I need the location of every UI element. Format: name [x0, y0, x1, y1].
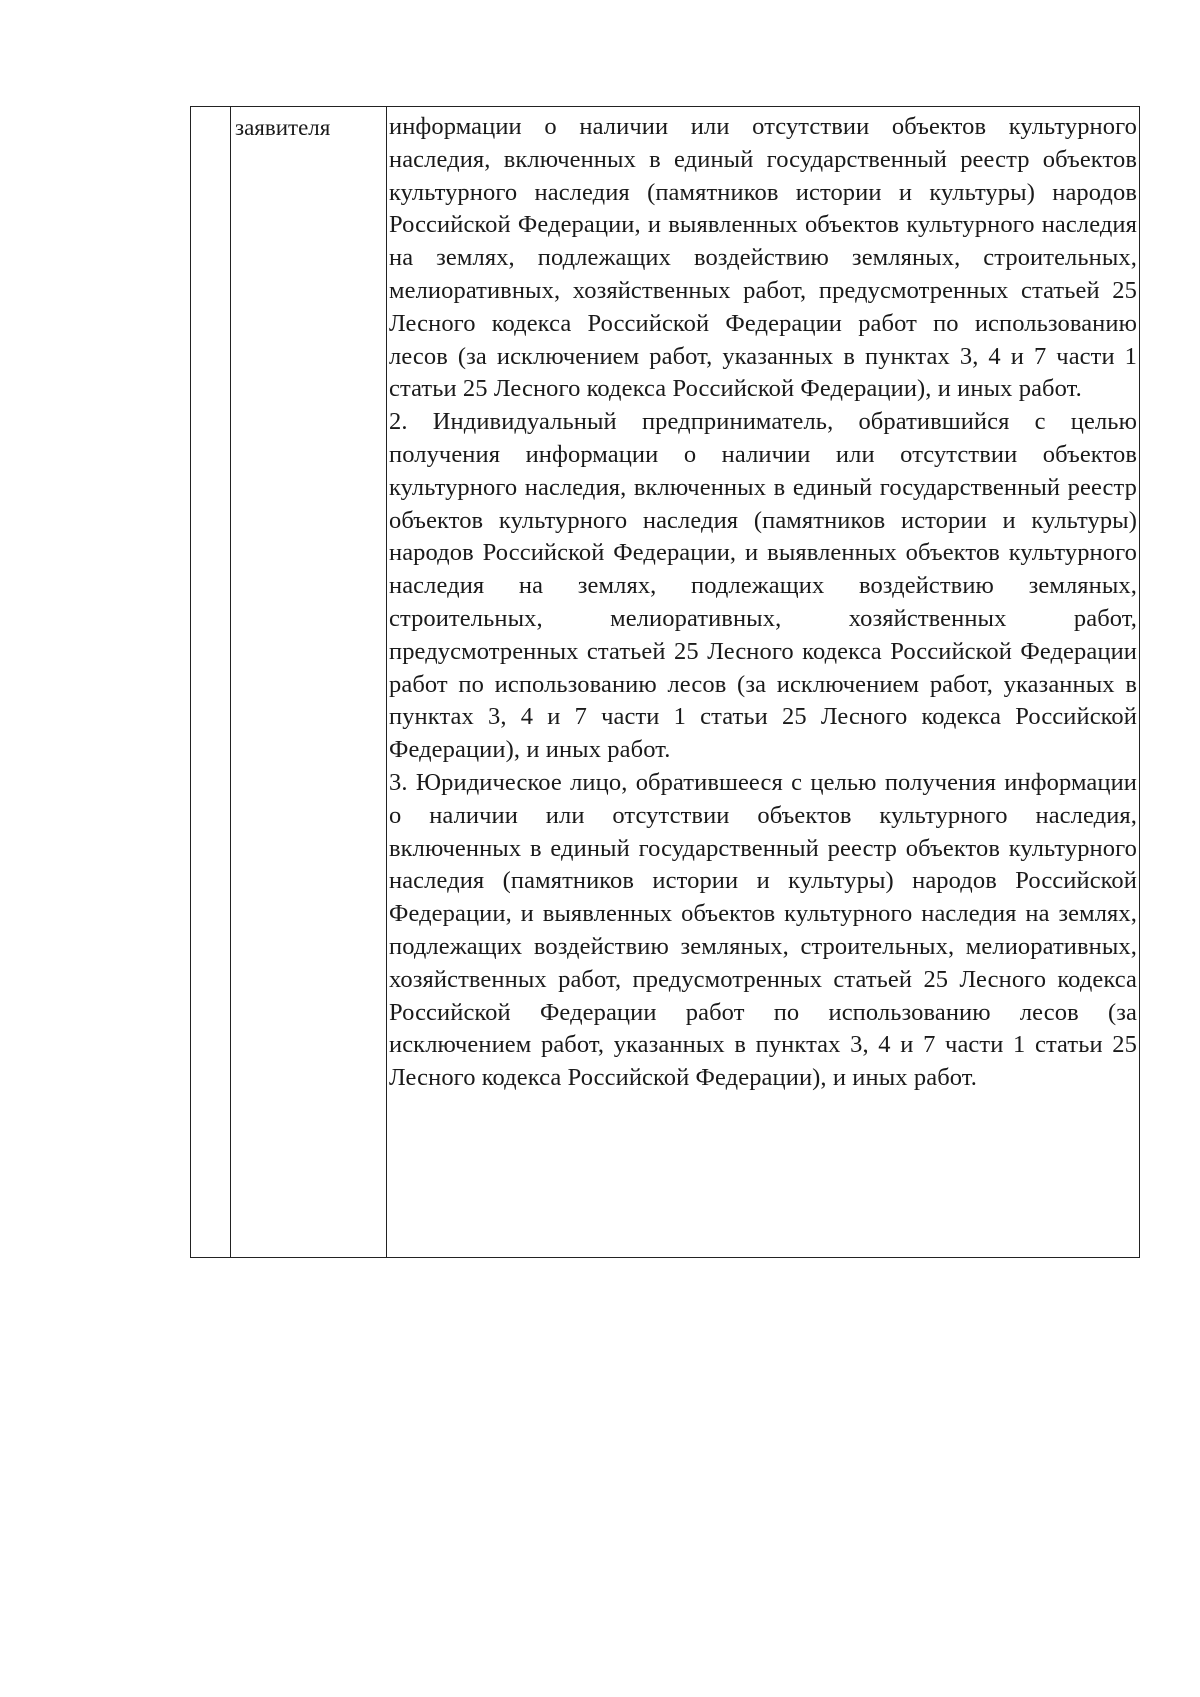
row-number-cell — [191, 107, 231, 1258]
description-paragraph-2: 2. Индивидуальный предприниматель, обратившийся с целью получения информации о наличии или отсутствии объектов культурного наследия, включенных в единый государственный реестр объектов культурного наследия (памятников истории и культуры) народов Российской Федерации, и выявленных объектов культурного наследия на землях, подлежащих воздействию земляных, строительных, мелиоративных, хозяйственных работ, предусмотренных статьей 25 Лесного кодекса Российской Федерации работ по использованию лесов (за исключением работ, указанных в пунктах 3, 4 и 7 части 1 статьи 25 Лесного кодекса Российской Федерации), и иных работ. — [389, 408, 1137, 764]
description-paragraph-3: 3. Юридическое лицо, обратившееся с целью получения информации о наличии или отсутствии объектов культурного наследия, включенных в единый государственный реестр объектов культурного наследия (памятников истории и культуры) народов Российской Федерации, и выявленных объектов культурного наследия на землях, подлежащих воздействию земляных, строительных, мелиоративных, хозяйственных работ, предусмотренных статьей 25 Лесного кодекса Российской Федерации работ по использованию лесов (за исключением работ, указанных в пунктах 3, 4 и 7 части 1 статьи 25 Лесного кодекса Российской Федерации), и иных работ. — [389, 768, 1137, 1092]
description-paragraph-1: информации о наличии или отсутствии объектов культурного наследия, включенных в единый государственный реестр объектов культурного наследия (памятников истории и культуры) народов Российской Федерации, и выявленных объектов культурного наследия на землях, подлежащих воздействию земляных, строительных, мелиоративных, хозяйственных работ, предусмотренных статьей 25 Лесного кодекса Российской Федерации работ по использованию лесов (за исключением работ, указанных в пунктах 3, 4 и 7 части 1 статьи 25 Лесного кодекса Российской Федерации), и иных работ. — [389, 113, 1137, 403]
description-cell — [387, 107, 1140, 1258]
applicants-table — [190, 106, 1140, 1258]
applicant-label: заявителя — [235, 115, 331, 140]
applicant-cell — [231, 107, 387, 1258]
table-row — [191, 107, 1140, 1258]
